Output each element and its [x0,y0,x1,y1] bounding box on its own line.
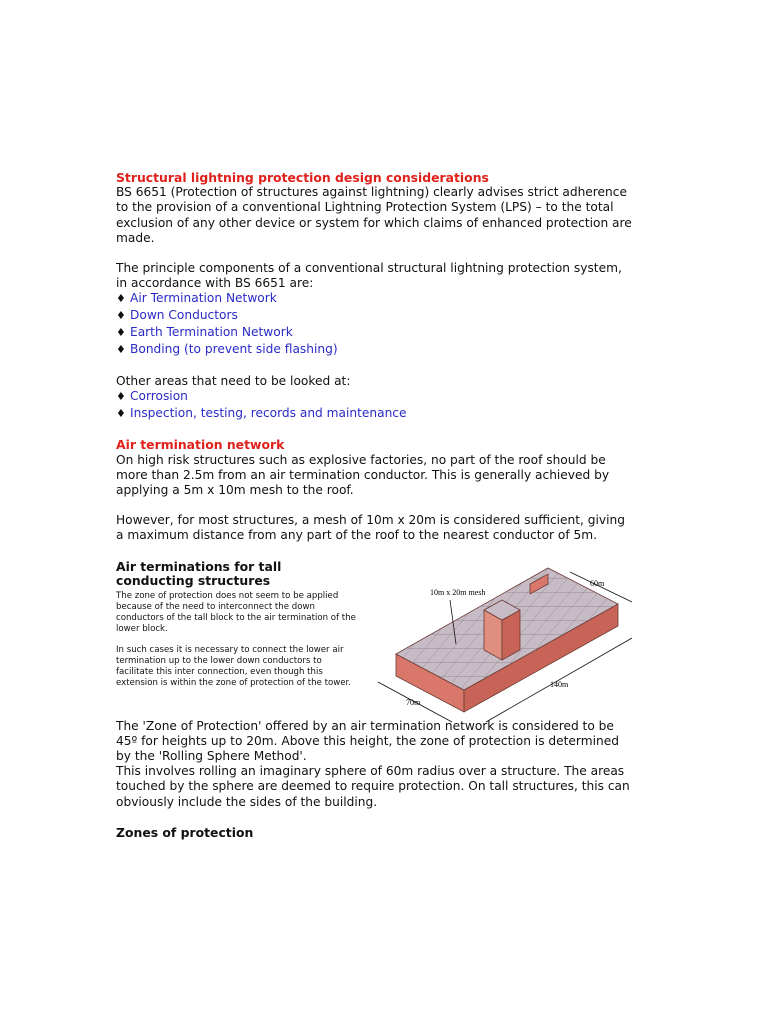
list-item [116,291,636,308]
section-heading-design-considerations: Structural lightning protection design considerations [116,170,489,185]
figure-title: Air terminations for tall conducting structures [116,558,282,589]
mesh-paragraph: However, for most structures, a mesh of 10m x 20m is considered sufficient, giving a maximum distance from any part of the roof to the nearest conductor of 5m. [116,513,625,543]
high-risk-paragraph: On high risk structures such as explosive factories, no part of the roof should be more than 2.5m from an air termination conductor. This is generally achieved by applying a 5m x 10m mesh to the roof. [116,452,610,498]
intro-paragraph: BS 6651 (Protection of structures against lightning) clearly advises strict adherence to the provision of a conventional Lightning Protection System (LPS) – to the total exclusion of any other device or system for which claims of enhanced protection are made. [116,185,632,245]
list-item [116,325,636,342]
label-mesh: 10m x 20m mesh [430,588,486,597]
label-60m: 60m [590,579,605,588]
components-list [116,291,636,358]
diamond-bullet-icon: ♦ [116,342,126,356]
list-item [116,406,636,423]
section-heading-air-termination: Air termination network [116,437,285,453]
diamond-bullet-icon: ♦ [116,326,126,340]
components-intro: The principle components of a conventional structural lightning protection system, in accordance with BS 6651 are: [116,261,622,291]
link-inspection-testing[interactable]: Inspection, testing, records and maintenance [130,405,407,420]
label-70m: 70m [406,698,421,707]
list-item [116,389,636,406]
figure-note-1: The zone of protection does not seem to be applied because of the need to interconnect the down conductors of the tall block to the air termination of the lower block. [116,590,356,634]
document-body [116,170,636,840]
rolling-sphere-paragraph: This involves rolling an imaginary sphere of 60m radius over a structure. The areas touched by the sphere are deemed to require protection. On tall structures, this can obviously include the sides of the building. [116,764,630,809]
building-mesh-diagram [370,564,640,724]
zone-paragraph: The 'Zone of Protection' offered by an air termination network is considered to be 45º for heights up to 20m. Above this height, the zone of protection is determined by the 'Rolling Sphere Method'. [116,718,619,764]
diamond-bullet-icon: ♦ [116,309,126,323]
diamond-bullet-icon: ♦ [116,406,126,420]
figure-caption [116,560,356,689]
link-earth-termination-network[interactable]: Earth Termination Network [130,325,293,340]
figure-note-2: In such cases it is necessary to connect the lower air termination up to the lower down conductors to facilitate this inter connection, even though this extension is within the zone of protection of the tower. [116,644,352,688]
link-down-conductors[interactable]: Down Conductors [130,308,238,323]
link-bonding[interactable]: Bonding (to prevent side flashing) [130,341,338,356]
other-areas-intro: Other areas that need to be looked at: [116,373,351,388]
link-corrosion[interactable]: Corrosion [130,388,188,403]
zones-heading: Zones of protection [116,824,254,840]
list-item [116,308,636,325]
diamond-bullet-icon: ♦ [116,389,126,403]
link-air-termination-network[interactable]: Air Termination Network [130,291,277,306]
other-areas-list [116,389,636,423]
label-140m: 140m [550,680,569,689]
list-item [116,342,636,359]
diamond-bullet-icon: ♦ [116,292,126,306]
